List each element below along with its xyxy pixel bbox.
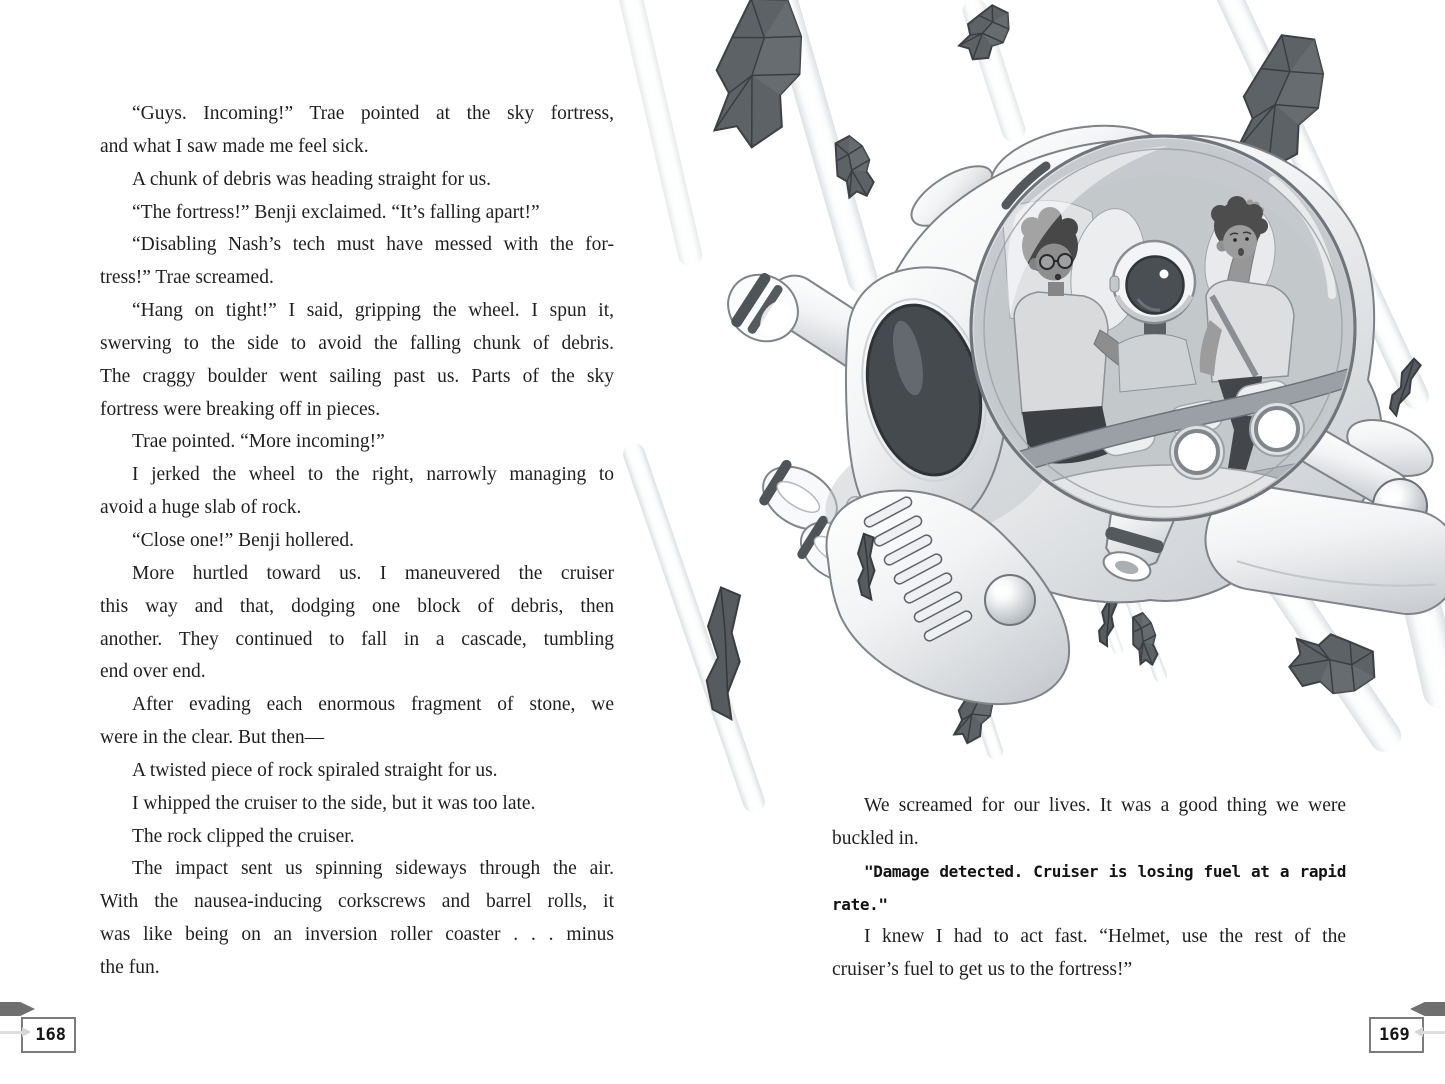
text-line: cruiser’s fuel to get us to the fortress!” [832,959,1133,981]
page-number-left: 168 [35,1025,66,1045]
text-line: “Guys. Incoming!” Trae pointed at the sky fortress, [132,103,614,124]
text-line: The craggy boulder went sailing past us. Parts of the sky [100,365,614,387]
text-line: swerving to the side to avoid the falling chunk of debris. [100,332,614,354]
illustration-cruiser-debris [600,0,1445,830]
text-line: Trae pointed. “More incoming!” [132,431,385,453]
text-line: “Close one!” Benji hollered. [132,529,355,551]
text-line: buckled in. [832,827,919,849]
text-line: “Hang on tight!” I said, gripping the wheel. I spun it, [132,300,614,322]
robot-visor [1127,257,1184,314]
glasses-icon [1040,255,1054,269]
ball-joint [985,575,1035,625]
page-tab-line [1423,1031,1445,1034]
text-line: I jerked the wheel to the right, narrowly managing to [132,464,614,486]
page-tab-arrow-icon [0,1002,35,1016]
text-line: “The fortress!” Benji exclaimed. “It’s falling apart!” [132,201,540,223]
text-line: “Disabling Nash’s tech must have messed with the for- [132,234,614,256]
text-line: fortress were breaking off in pieces. [100,398,381,420]
text-line: I whipped the cruiser to the side, but it was too late. [132,792,536,814]
text-line: another. They continued to fall in a cascade, tumbling [100,628,614,650]
text-line: was like being on an inversion roller coaster . . . minus [100,924,614,946]
text-line: After evading each enormous fragment of stone, we [132,694,614,716]
text-line: A twisted piece of rock spiraled straight for us. [132,759,498,781]
text-line: end over end. [100,661,206,683]
text-line: avoid a huge slab of rock. [100,497,302,519]
rock-icon [1127,611,1161,667]
text-line: the fun. [100,956,160,978]
text-line: We screamed for our lives. It was a good thing we were [864,795,1346,816]
left-page-text [100,98,614,985]
page-tab-line [0,1031,22,1034]
text-line: I knew I had to act fast. “Helmet, use the rest of the [864,926,1346,948]
text-line: tress!” Trae screamed. [100,267,274,289]
page-tab-arrowhead-icon [22,1027,31,1037]
robot-speech-line: "Damage detected. Cruiser is losing fuel at a rapid [864,861,1346,881]
text-line: and what I saw made me feel sick. [100,135,369,157]
text-line: More hurtled toward us. I maneuvered the cruiser [132,562,614,584]
text-line: With the nausea-inducing corkscrews and barrel rolls, it [100,891,614,913]
page-number-right: 169 [1379,1025,1410,1045]
text-line: A chunk of debris was heading straight for us. [132,168,492,190]
text-line: The rock clipped the cruiser. [132,825,355,847]
page-tab-arrowhead-icon [1414,1027,1423,1037]
text-line: this way and that, dodging one block of debris, then [100,595,614,617]
robot-speech-line: rate." [832,894,888,914]
text-line: were in the clear. But then— [100,727,325,749]
text-line: The impact sent us spinning sideways through the air. [132,858,614,880]
page-tab-arrow-icon [1410,1002,1445,1016]
